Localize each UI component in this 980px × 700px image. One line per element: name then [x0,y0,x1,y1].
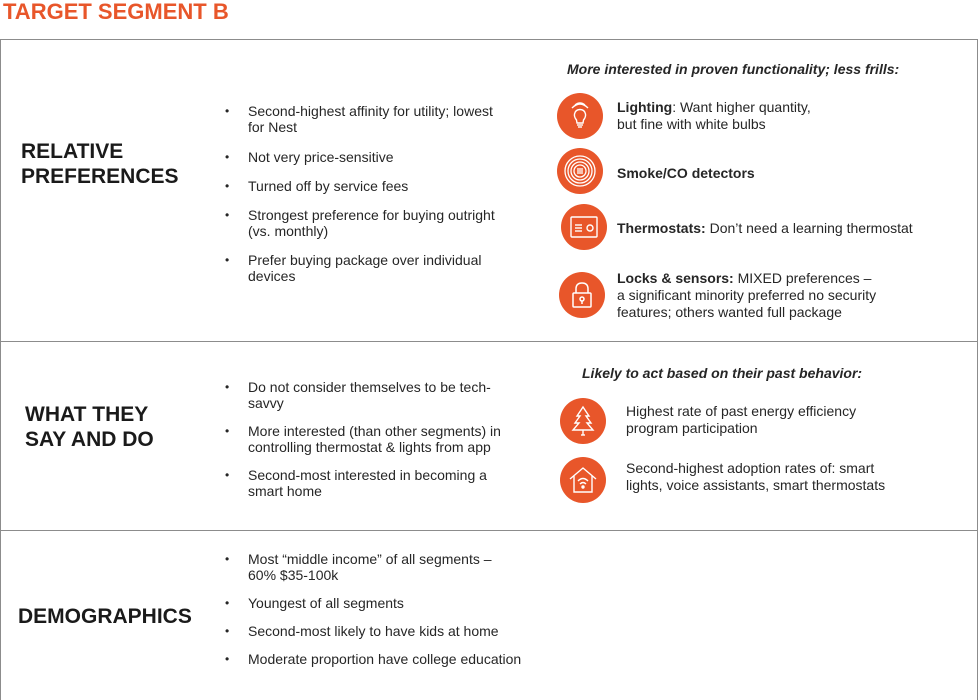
smoke-detector-icon [557,148,603,194]
section-subheading: More interested in proven functionality; less frills: [567,61,900,77]
list-item: • Second-most likely to have kids at home [225,623,499,639]
feature-lighting: Lighting: Want higher quantity, but fine with white bulbs [617,99,811,132]
section-heading [18,604,192,629]
section-subheading: Likely to act based on their past behavior: [582,365,863,381]
list-item: • Strongest preference for buying outright (vs. monthly) [225,207,495,239]
section-heading [21,139,179,189]
bullet-list [222,103,532,284]
page-title: TARGET SEGMENT B [3,0,229,24]
feature-adoption-rates: Second-highest adoption rates of: smart lights, voice assistants, smart thermostats [626,460,886,493]
list-item: • Turned off by service fees [225,178,409,194]
list-item: • Prefer buying package over individual devices [225,252,482,284]
feature-locks-sensors: Locks & sensors: MIXED preferences – a significant minority preferred no security features; others wanted full package [617,270,877,320]
feature-past-participation: Highest rate of past energy efficiency program participation [626,403,857,436]
list-item: • Second-most interested in becoming a smart home [225,467,487,499]
heading-line: DEMOGRAPHICS [18,605,192,628]
lock-icon [559,272,605,318]
heading-line: WHAT THEY [25,403,149,426]
bullet-list [222,379,542,499]
list-item: • More interested (than other segments) in controlling thermostat & lights from app [225,423,501,455]
list-item: • Do not consider themselves to be tech- savvy [225,379,491,411]
list-item: • Most “middle income” of all segments – 60% $35-100k [225,551,492,583]
lightbulb-icon [557,93,603,139]
heading-line: PREFERENCES [21,165,179,188]
feature-smoke-detectors: Smoke/CO detectors [617,165,755,181]
smart-home-icon [560,457,606,503]
heading-line: SAY AND DO [25,428,154,451]
list-item: • Not very price-sensitive [225,149,394,165]
heading-line: RELATIVE [21,140,124,163]
thermostat-icon [561,204,607,250]
list-item: • Second-highest affinity for utility; lowest for Nest [225,103,493,135]
list-item: • Moderate proportion have college education [225,651,522,667]
tree-icon [560,398,606,444]
list-item: • Youngest of all segments [225,595,404,611]
feature-thermostats: Thermostats: Don’t need a learning thermostat [617,220,913,236]
bullet-list [222,551,552,667]
section-heading [25,402,154,452]
